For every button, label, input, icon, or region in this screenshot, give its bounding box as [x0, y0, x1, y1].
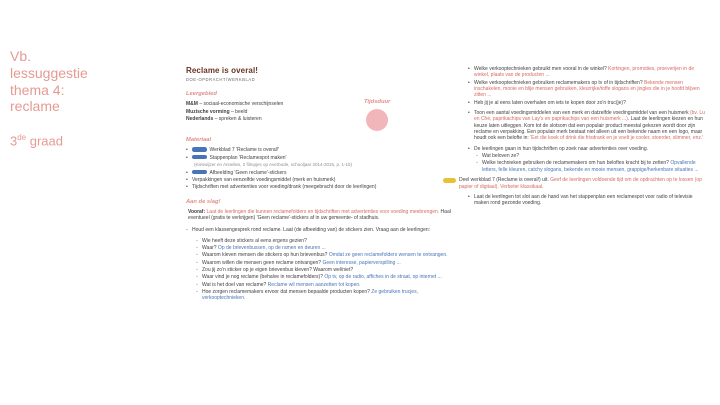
answer-text: Op de brievenbussen, op de ramen en deuren ... [216, 244, 326, 251]
question-text: Zou jij zo'n sticker op je eigen brievenbus kleven? Waarom wel/niet? [202, 266, 354, 273]
question-text: Hoe zorgen reclamemakers ervoor dat mensen bepaalde producten kopen? [202, 288, 370, 295]
materiaal-item [186, 177, 456, 183]
materiaal-text: Stappenplan 'Reclamespot maken' [209, 154, 287, 161]
step-werkblad-uitdelen [443, 177, 706, 190]
question-item [196, 267, 456, 273]
question-item [468, 100, 706, 106]
answer-text: Omdat ze geen reclamefolders wensen te ontvangen. [327, 252, 448, 259]
grade-label [10, 133, 110, 148]
dash-bullet-icon: - [186, 227, 188, 234]
duration-circle [366, 109, 388, 131]
materiaal-text: Tijdschriften met advertenties voor voeding/drank (meegebracht door de leerlingen) [192, 184, 377, 191]
leergebied-item [186, 116, 456, 122]
step-toon-producten [468, 110, 706, 142]
question-item [196, 289, 456, 302]
bullet-icon: • [186, 154, 188, 161]
answer-text: Kortingen, promoties, proeverijen in de winkel, plaats van de producten ... [474, 66, 695, 79]
sub-bullet-icon: ◦ [196, 274, 198, 281]
question-text: Welke verkooptechnieken gebruiken reclamemakers op tv of in tijdschriften? [474, 79, 643, 86]
question-text: Wie heeft deze stickers al eens ergens gezien? [202, 237, 307, 244]
step-text: Houd een klassengesprek rond reclame. Laat (de afbeelding van) de stickers zien. Vraag aan de leerlingen: [192, 227, 431, 234]
step-reclamespot-maken [468, 194, 706, 207]
question-text: Waarom kleven mensen die stickers op hun brievenbus? [202, 252, 328, 259]
bullet-icon: • [186, 176, 188, 183]
step-example-text: (bv. Lu en Ché, paprikachips van Lay's en paprikachips van een huismerk ...) [474, 110, 705, 123]
leergebied-item [186, 101, 456, 107]
document-subtitle: DOE-OPDRACHT/WERKBLAD [186, 77, 256, 83]
question-item [196, 282, 456, 288]
vooraf-paragraph [188, 209, 456, 222]
bullet-icon: • [468, 66, 470, 72]
grade-number: 3 [10, 133, 18, 149]
section-heading-materiaal: Materiaal [186, 137, 212, 144]
blue-highlight-marker-icon [192, 147, 207, 152]
question-item [196, 245, 456, 251]
vooraf-extra: Haal eventueel (gratis te verkrijgen) 'Geen reclame'-stickers af in uw gemeente- of stadhuis. [188, 208, 451, 221]
question-text: Wat beloven ze? [482, 153, 520, 160]
question-item [476, 153, 706, 159]
leergebied-domain: M&M [186, 101, 198, 108]
sub-bullet-icon: ◦ [196, 244, 198, 251]
section-heading-tijdsduur: Tijdsduur [364, 99, 391, 105]
sidebar [10, 48, 110, 149]
leergebied-domain: Muzische vorming [186, 108, 230, 115]
leergebied-domain: Nederlands [186, 116, 214, 123]
answer-text: Ze gebruiken trucjes, verkooptechnieken. [202, 288, 418, 302]
lesson-document-main-column [186, 66, 456, 303]
step-instruction-text: Geef de leerlingen voldoende tijd om de opdrachten op te lossen (op papier of digitaal). Verbeter klassikaal. [459, 177, 702, 190]
question-item [196, 274, 456, 280]
blue-highlight-marker-icon [192, 155, 207, 160]
yellow-highlight-marker-icon [443, 178, 456, 183]
question-text: Waar? [202, 244, 217, 251]
bullet-icon: • [468, 79, 470, 86]
answer-text: Opvallende letters, felle kleuren, catchy slogans, bekende en mooie mensen, grappige/herkenbare situaties ... [482, 160, 699, 173]
answer-text: Op tv, op de radio, affiches in de straat, op internet ... [322, 274, 442, 281]
step-text: . Laat de leerlingen kiezen en hun keuze laten uitleggen. Kom tot de slotsom dat een populair product meestal gekozen wordt door zijn reclame en verpakking. Een populair merk bestaat niet alleen uit een bekende naam en een logo, maar houdt ook een belofte in: [474, 116, 703, 142]
sub-bullet-icon: ◦ [196, 237, 198, 244]
leergebied-detail: – spreken & luisteren [213, 116, 262, 123]
materiaal-item [186, 155, 456, 161]
step-klassengesprek [186, 227, 456, 233]
tijdsduur-block [364, 99, 390, 131]
answer-text: Bekende mensen inschakelen, mooie en blije mensen gebruiken, kleurrijke/toffe slogans en jingles die in je hoofd blijven zitten ... [474, 79, 700, 99]
step-text: Deel werkblad 7 (Reclame is overal!) uit. [459, 177, 551, 184]
question-item [476, 160, 706, 173]
sub-bullet-icon: ◦ [196, 281, 198, 288]
step-tijdschriften-zoeken [468, 146, 706, 152]
question-text: Welke verkooptechnieken gebruikt men vooral in de winkel? [474, 66, 607, 72]
sub-bullet-icon: ◦ [476, 160, 478, 167]
materiaal-text: Verpakkingen van eenzelfde voedingsmiddel (merk en huismerk) [192, 176, 336, 183]
bullet-icon: • [468, 99, 470, 106]
leergebied-detail: – sociaal-economische verschijnselen [197, 101, 284, 108]
question-item [468, 66, 706, 79]
question-item [196, 260, 456, 266]
sub-bullet-icon: ◦ [196, 252, 198, 259]
bullet-icon: • [468, 110, 470, 117]
vooraf-label: Vooraf: [188, 208, 206, 215]
step-text: Toon een aantal voedingsmiddelen van een merk en datzelfde voedingsmiddel van een huismerk [474, 110, 690, 117]
step-quote-text: 'Eet die koek of drink die frisdrank en je voelt je cooler, stoerder, slimmer, enz.' [530, 135, 704, 142]
question-text: Welke technieken gebruiken de reclamemakers om hun beloftes kracht bij te zetten? [482, 160, 669, 167]
question-item [196, 252, 456, 258]
question-item [196, 238, 456, 244]
grade-ordinal: de [17, 133, 27, 143]
bullet-icon: • [186, 169, 188, 176]
bullet-icon: • [186, 147, 188, 154]
sub-bullet-icon: ◦ [196, 259, 198, 266]
question-item [468, 80, 706, 99]
sub-bullet-icon: ◦ [196, 288, 198, 295]
bullet-icon: • [468, 145, 470, 152]
section-heading-leergebied: Leergebied [186, 91, 217, 98]
question-text: Waar vind je nog reclame (behalve in reclamefolders)? [202, 274, 323, 281]
answer-text: Geen interesse, papierverspilling ... [321, 259, 401, 266]
bullet-icon: • [468, 193, 470, 200]
question-text: Waarom willen die mensen geen reclame ontvangen? [202, 259, 322, 266]
materiaal-item [186, 147, 456, 153]
document-title: Reclame is overal! [186, 66, 259, 75]
section-heading-aan-de-slag: Aan de slag! [186, 198, 221, 205]
materiaal-item [186, 170, 456, 176]
step-text: De leerlingen gaan in hun tijdschriften op zoek naar advertenties over voeding. [474, 145, 648, 152]
leergebied-item [186, 109, 456, 115]
sub-bullet-icon: ◦ [476, 153, 478, 160]
answer-text: Reclame wil mensen aanzetten tot kopen. [266, 281, 361, 288]
question-text: Heb jij je al eens laten overhalen om iets te kopen door zo'n truc(je)? [474, 99, 626, 106]
blue-highlight-marker-icon [192, 170, 207, 175]
grade-word: graad [26, 133, 64, 149]
leergebied-detail: – beeld [229, 108, 248, 115]
lesson-document-right-column [459, 66, 706, 208]
materiaal-text: Afbeelding 'Geen reclame'-stickers [209, 169, 287, 176]
vooraf-instruction: Laat de leerlingen die kunnen reclamefolders en tijdschriften met advertenties voor voeding meebrengen. [205, 208, 440, 215]
materiaal-text: Werkblad 7 'Reclame is overal!' [209, 147, 280, 154]
question-text: Wat is het doel van reclame? [202, 281, 267, 288]
materiaal-source-note: (Kieswijzer en Annelies, 2 filmpjes op Averbode, schooljaar 2014-2015, p. 1-15) [194, 161, 353, 167]
step-text: Laat de leerlingen tot slot aan de hand van het stappenplan een reclamespot voor radio of televisie maken rond gezonde voeding. [474, 193, 693, 207]
sub-bullet-icon: ◦ [196, 266, 198, 273]
bullet-icon: • [186, 184, 188, 191]
materiaal-item [186, 184, 456, 190]
slide-title: Vb. lessuggestie thema 4: reclame [10, 48, 88, 115]
